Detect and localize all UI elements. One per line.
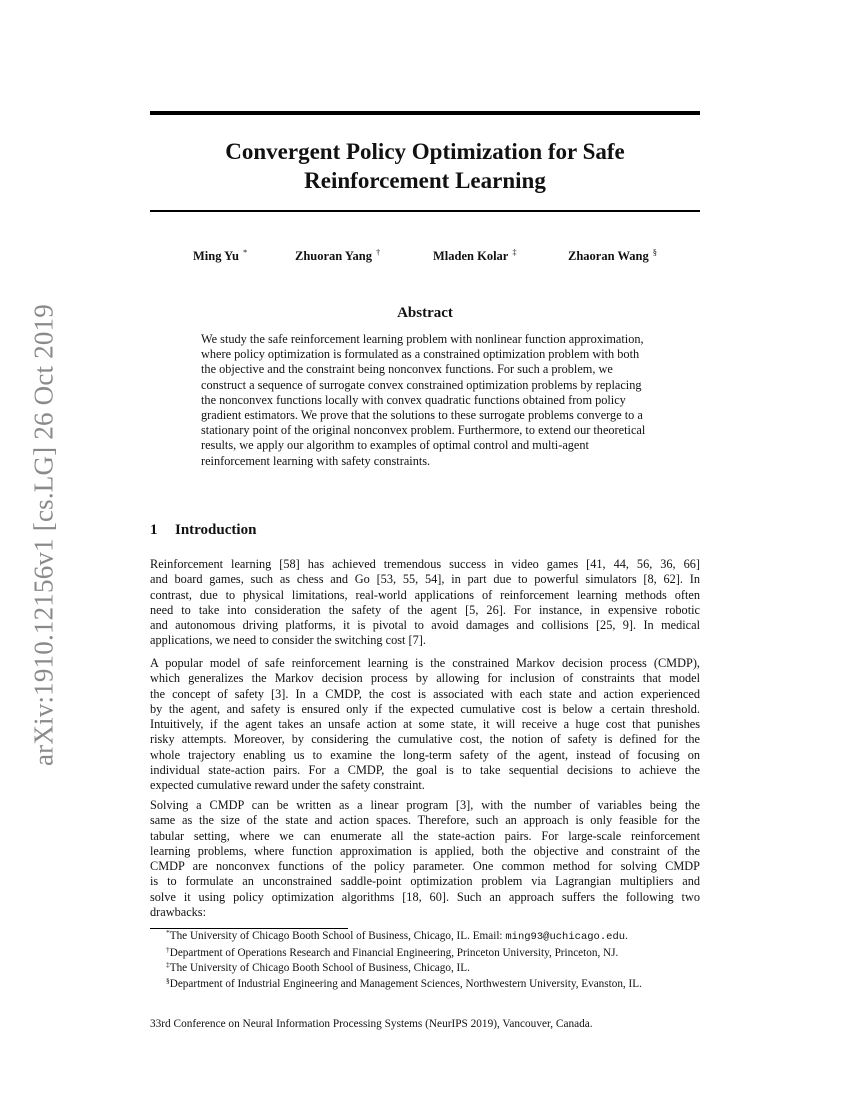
footnote: [166, 961, 706, 977]
footnote: [166, 929, 706, 946]
paragraph-line: and board games, such as chess and Go [53, 55, 54], in part due to powerful simulators [8, 62]. In: [150, 572, 700, 587]
paragraph-line: solve it using policy optimization algorithms [18, 60]. Such an approach suffers the following two: [150, 889, 700, 904]
author: [568, 249, 657, 264]
footnote-mark: ‡: [166, 960, 170, 969]
paragraph-line: need to take into consideration the safety of the agent [5, 26]. For instance, in expensive robotic: [150, 602, 700, 617]
paragraph: [150, 798, 700, 920]
footnote-mark: §: [166, 975, 170, 985]
paragraph-line: tabular setting, where we can enumerate all the state-action pairs. For large-scale reinforcement: [150, 828, 700, 843]
footnote-tail: .: [625, 930, 628, 942]
footnote-mark: *: [166, 928, 170, 937]
footnote-text: Department of Industrial Engineering and Management Sciences, Northwestern University, Evanston, IL.: [169, 977, 642, 990]
paragraph-line: the concept of safety [3]. In a CMDP, the cost is associated with each state and action experienced: [150, 686, 700, 701]
arxiv-stamp: arXiv:1910.12156v1 [cs.LG] 26 Oct 2019: [28, 303, 59, 767]
author-mark: †: [376, 247, 381, 257]
conference-note: 33rd Conference on Neural Information Processing Systems (NeurIPS 2019), Vancouver, Canada.: [150, 1018, 593, 1030]
footnote-mark: †: [166, 944, 170, 954]
author-mark: *: [242, 247, 248, 257]
paragraph-line: individual state-action pairs. For a CMDP, the goal is to take sequential decisions to achieve the: [150, 763, 700, 778]
paragraph-line: and autonomous driving platforms, it is pivotal to avoid damages and collisions [25, 9]. In medical: [150, 618, 700, 633]
paragraph-line: A popular model of safe reinforcement learning is the constrained Markov decision process (CMDP),: [150, 656, 700, 670]
paragraph-line: Reinforcement learning [58] has achieved tremendous success in video games [41, 44, 56, 36, 66]: [150, 557, 700, 571]
footnotes: [166, 929, 706, 992]
section-number: 1: [150, 522, 158, 538]
paragraph: [150, 656, 700, 794]
author-name: Zhuoran Yang: [295, 249, 372, 263]
paragraph: [150, 557, 700, 649]
section-title: Introduction: [175, 522, 257, 538]
paragraph-line: whole trajectory enabling us to examine the long-term safety of the agent, instead of focusing on: [150, 747, 700, 762]
footnote: [166, 946, 706, 962]
author: [433, 249, 517, 264]
paragraph-line: CMDP are nonconvex functions of the policy parameter. One common method for solving CMDP: [150, 859, 700, 874]
footnote-email: ming93@uchicago.edu: [505, 931, 626, 943]
author-list: [150, 249, 700, 269]
paragraph-line: Solving a CMDP can be written as a linear program [3], with the number of variables being the: [150, 798, 700, 812]
author-mark: ‡: [512, 247, 517, 257]
title-bottom-rule: [150, 210, 700, 212]
author: [193, 249, 247, 264]
title-line-2: Reinforcement Learning: [304, 168, 546, 193]
author-name: Zhaoran Wang: [568, 249, 649, 263]
author-name: Mladen Kolar: [433, 249, 509, 263]
author-name: Ming Yu: [193, 249, 239, 263]
title-line-1: Convergent Policy Optimization for Safe: [225, 139, 625, 164]
paragraph-line: learning problems, where function approximation is applied, both the objective and constraint of the: [150, 843, 700, 858]
title-top-rule: [150, 111, 700, 115]
section-heading: [150, 522, 256, 539]
paragraph-line: by the agent, and safety is ensured only if the expected cumulative cost is below a certain threshold.: [150, 701, 700, 716]
footnote-text: The University of Chicago Booth School of Business, Chicago, IL.: [169, 962, 470, 974]
footnote-text: Department of Operations Research and Financial Engineering, Princeton University, Princeton, NJ.: [169, 946, 619, 959]
paragraph-line: Intuitively, if the agent takes an unsafe action at some state, it will receive a huge cost that punishes: [150, 717, 700, 732]
footnote: [166, 977, 706, 993]
paragraph-line: is to formulate an unconstrained saddle-point optimization problem via Lagrangian multipliers and: [150, 874, 700, 889]
paragraph-line: contrast, due to physical limitations, real-world applications of reinforcement learning methods often: [150, 587, 700, 602]
author: [295, 249, 380, 264]
paragraph-line: which generalizes the Markov decision process by allowing for inclusion of constraints that model: [150, 671, 700, 686]
paragraph-line: applications, we need to consider the switching cost [7].: [150, 633, 426, 648]
paper-title: [150, 137, 700, 195]
paragraph-line: same as the size of the state and action spaces. Therefore, such an approach is only feasible for the: [150, 813, 700, 828]
footnote-text: The University of Chicago Booth School of Business, Chicago, IL. Email:: [169, 930, 506, 942]
paragraph-line: drawbacks:: [150, 905, 206, 920]
author-mark: §: [652, 247, 657, 257]
paragraph-line: expected cumulative reward under the safety constraint.: [150, 778, 425, 793]
abstract-heading: Abstract: [397, 305, 453, 321]
abstract-text: We study the safe reinforcement learning problem with nonlinear function approximation, where policy optimization is formulated as a constrained optimization problem with both the objective and the constraint being nonconvex functions. For such a problem, we construct a sequence of surrogate convex constrained optimization problems by replacing the nonconvex functions locally with convex quadratic functions obtained from policy gradient estimators. We prove that the solutions to these surrogate problems converge to a stationary point of the original nonconvex problem. Furthermore, to extend our theoretical results, we apply our algorithm to examples of optimal control and multi-agent reinforcement learning with safety constraints.: [201, 332, 646, 468]
paragraph-line: risky attempts. Moreover, by considering the cumulative cost, the notion of safety is defined for the: [150, 732, 700, 747]
